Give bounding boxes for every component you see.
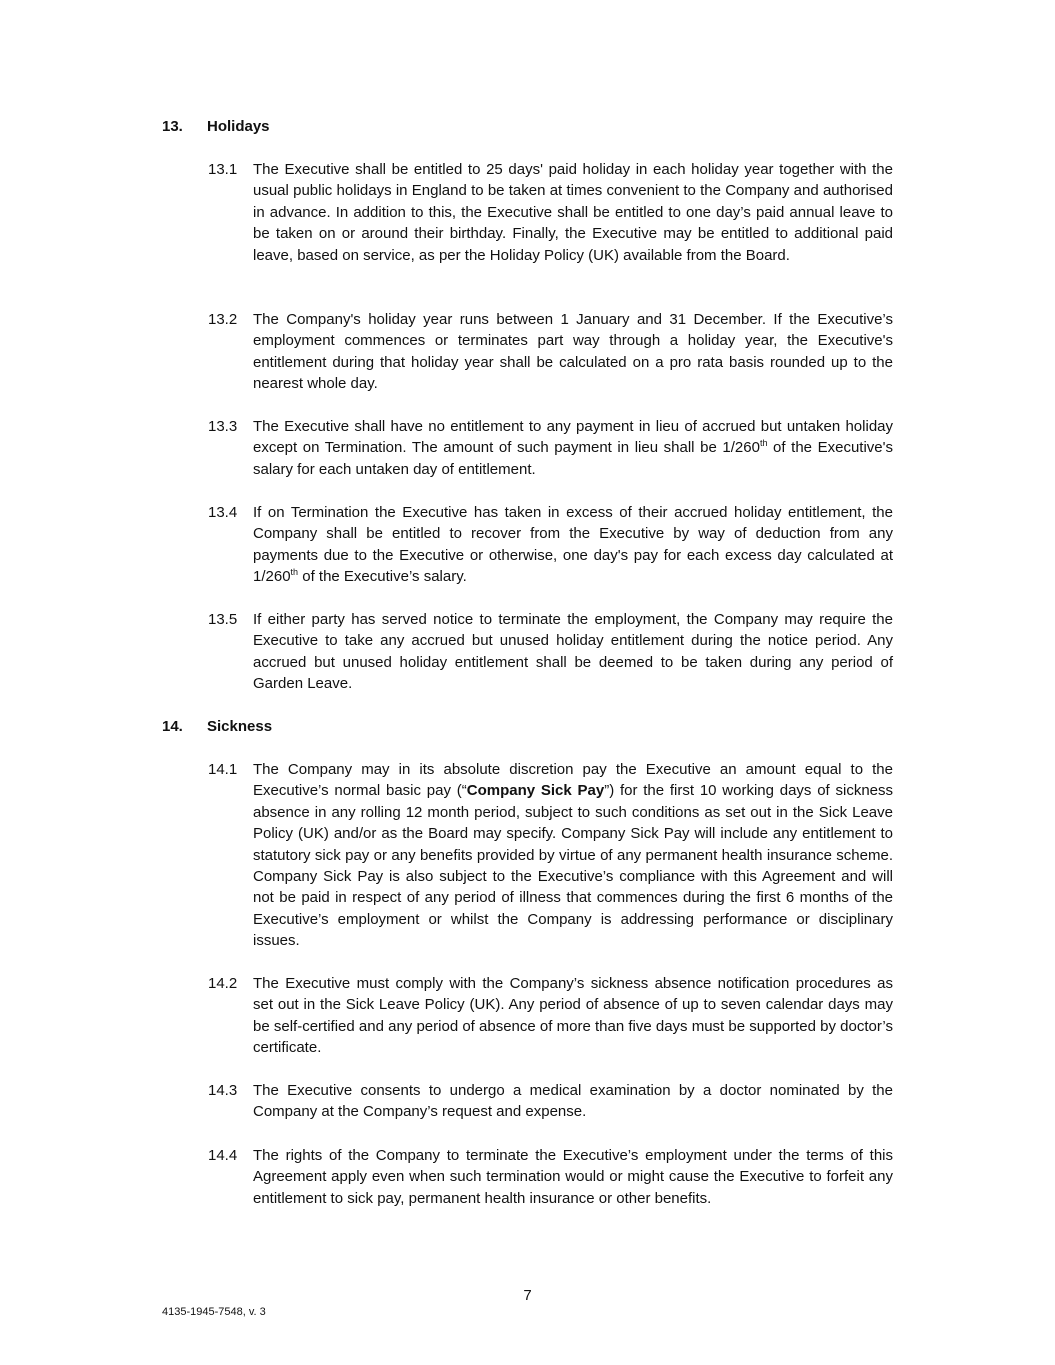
section-number: 14.	[162, 718, 183, 735]
clause-text-body: The Company's holiday year runs between 1 January and 31 December. If the Executive’s employment commences or terminates part way through a holiday year, the Executive's entitlement during that holiday year shall be calculated on a pro rata basis rounded up to the nearest whole day.	[253, 311, 893, 393]
clause-14-2	[208, 973, 893, 1059]
clause-13-1	[208, 159, 893, 266]
clause-13-4	[208, 502, 893, 588]
clause-text-part-a: The Company may in its absolute discretion pay the Executive an amount equal to the Executive’s normal basic pay (“	[253, 761, 893, 800]
clause-number: 13.3	[208, 418, 238, 435]
clause-text	[253, 502, 893, 588]
section-title: Holidays	[207, 118, 270, 135]
clause-text	[253, 759, 893, 952]
clause-number: 14.3	[208, 1082, 238, 1099]
page-number: 7	[523, 1287, 532, 1304]
clause-text-part-b: ”) for the first 10 working days of sickness absence in any rolling 12 month period, subject to such conditions as set out in the Sick Leave Policy (UK) and/or as the Board may specify. Company Sick Pay will include any entitlement to statutory sick pay or any benefits provided by virtue of any permanent health insurance scheme. Company Sick Pay is also subject to the Executive’s compliance with this Agreement and will not be paid in respect of any period of illness that commences during the first 6 months of the Executive’s employment or whilst the Company is addressing performance or disciplinary issues.	[253, 782, 894, 950]
clause-text-part-a: If on Termination the Executive has taken in excess of their accrued holiday entitlement, the Company shall be entitled to recover from the Executive by way of deduction from any payments due to the Executive or otherwise, one day's pay for each excess day calculated at 1/260	[253, 504, 893, 586]
ordinal-suffix: th	[290, 567, 299, 578]
document-id: 4135-1945-7548, v. 3	[162, 1306, 266, 1318]
clause-13-5	[208, 609, 893, 695]
clause-text: The Executive must comply with the Company’s sickness absence notification procedures as set out in the Sick Leave Policy (UK). Any period of absence of up to seven calendar days may be self-certified and any period of absence of more than five days must be supported by doctor’s certificate.	[253, 975, 893, 1057]
clause-text: The Executive consents to undergo a medical examination by a doctor nominated by the Company at the Company’s request and expense.	[253, 1082, 893, 1121]
clause-text-part-b: of the Executive’s salary.	[298, 568, 467, 586]
clause-14-3	[208, 1080, 893, 1123]
clause-number: 14.2	[208, 975, 238, 992]
section-heading-holidays	[162, 116, 270, 137]
clause-number: 13.4	[208, 504, 238, 521]
clause-text	[253, 309, 893, 395]
clause-number: 14.1	[208, 761, 238, 778]
clause-13-3	[208, 416, 893, 480]
clause-number: 14.4	[208, 1147, 238, 1164]
clause-text: If either party has served notice to terminate the employment, the Company may require the Executive to take any accrued but unused holiday entitlement during the notice period. Any accrued but unused holiday entitlement shall be deemed to be taken during any period of Garden Leave.	[253, 611, 893, 693]
section-number: 13.	[162, 118, 183, 135]
clause-number: 13.2	[208, 311, 238, 328]
clause-text	[253, 416, 893, 480]
ordinal-suffix: th	[759, 438, 768, 449]
section-title: Sickness	[207, 718, 273, 735]
clause-number: 13.5	[208, 611, 238, 628]
clause-text: The rights of the Company to terminate the Executive’s employment under the terms of this Agreement apply even when such termination would or might cause the Executive to forfeit any entitlement to sick pay, permanent health insurance or other benefits.	[253, 1147, 893, 1207]
clause-14-4	[208, 1145, 893, 1209]
clause-14-1	[208, 759, 893, 952]
defined-term: Company Sick Pay	[466, 782, 605, 800]
clause-text-part-a: The Executive shall have no entitlement to any payment in lieu of accrued but untaken holiday except on Termination. The amount of such payment in lieu shall be 1/260	[253, 418, 893, 457]
clause-text-part-b: of the Executive's salary for each untaken day of entitlement.	[253, 439, 894, 478]
clause-text: The Executive shall be entitled to 25 days' paid holiday in each holiday year together with the usual public holidays in England to be taken at times convenient to the Company and authorised in advance. In addition to this, the Executive shall be entitled to one day’s paid annual leave to be taken on or around their birthday. Finally, the Executive may be entitled to additional paid leave, based on service, as per the Holiday Policy (UK) available from the Board.	[253, 161, 893, 264]
section-heading-sickness	[162, 716, 272, 737]
clause-13-2	[208, 309, 893, 395]
clause-number: 13.1	[208, 161, 238, 178]
